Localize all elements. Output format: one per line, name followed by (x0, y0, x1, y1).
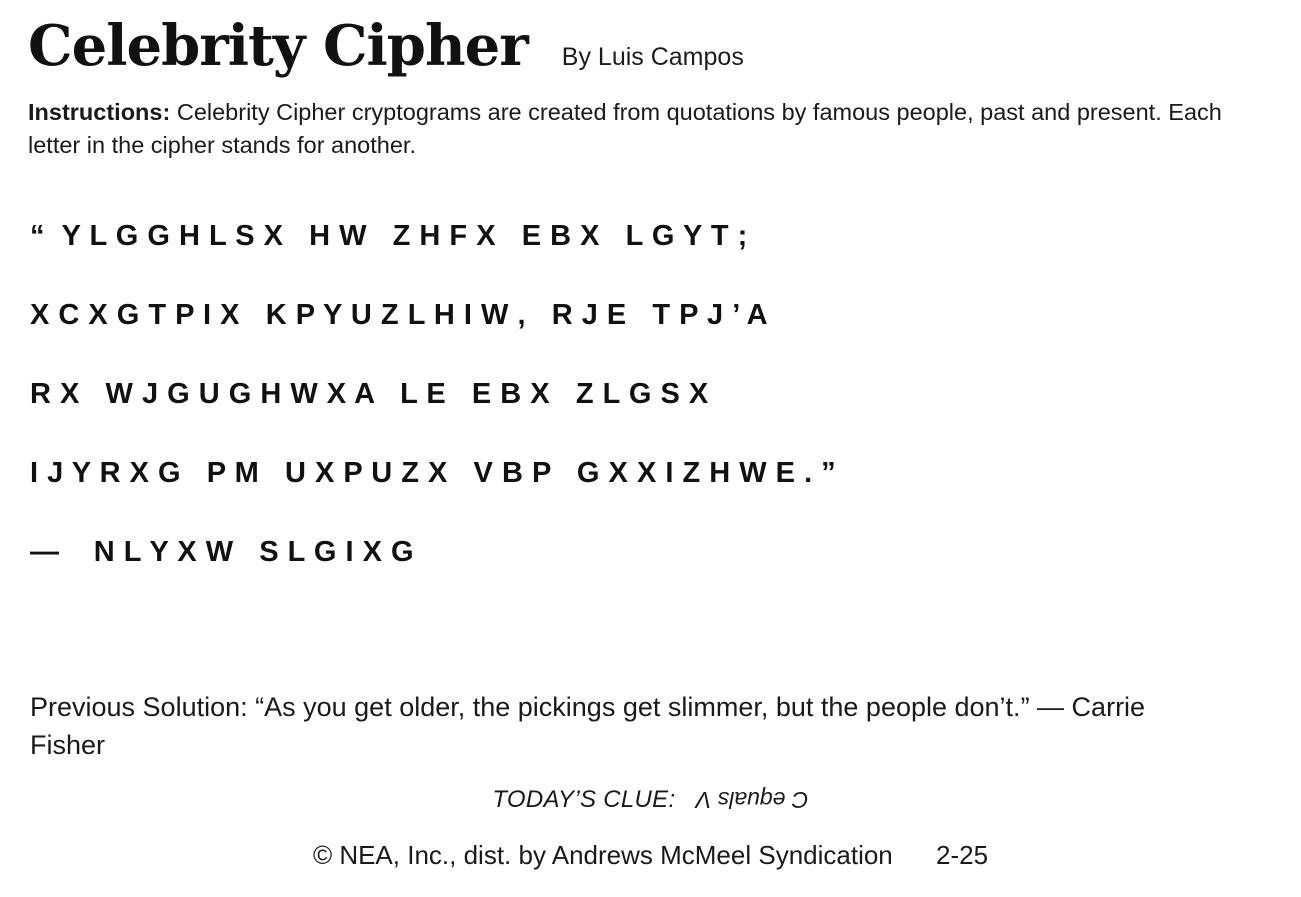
header (0, 0, 1301, 79)
previous-solution: Previous Solution: “As you get older, the pickings get slimmer, but the people don’t.” — Carrie Fisher (30, 692, 1146, 761)
todays-clue-label: TODAY’S CLUE: (492, 786, 676, 813)
page-title: Celebrity Cipher (28, 13, 528, 79)
copyright-text: © NEA, Inc., dist. by Andrews McMeel Syndication (312, 840, 893, 870)
todays-clue (0, 786, 1301, 814)
cipher-block (30, 197, 1301, 592)
cipher-line: R X W J G U G H W X A L E E B X Z L G S X (30, 377, 709, 410)
todays-clue-answer: C equals V (696, 787, 809, 813)
cipher-line: “ Y L G G H L S X H W Z H F X E B X L G Y T ; (30, 219, 748, 252)
publication-date: 2-25 (936, 840, 989, 870)
instructions (28, 96, 1243, 163)
cipher-line: I J Y R X G P M U X P U Z X V B P G X X I Z H W E . ” (30, 456, 837, 489)
footer (0, 840, 1301, 871)
cipher-line: — N L Y X W S L G I X G (30, 535, 415, 568)
instructions-label: Instructions: (28, 99, 171, 125)
byline: By Luis Campos (561, 43, 744, 71)
cipher-line: X C X G T P I X K P Y U Z L H I W , R J E T P J ’ A (30, 298, 769, 331)
instructions-text: Celebrity Cipher cryptograms are created from quotations by famous people, past and present. Each letter in the cipher stands for another. (28, 99, 1222, 159)
